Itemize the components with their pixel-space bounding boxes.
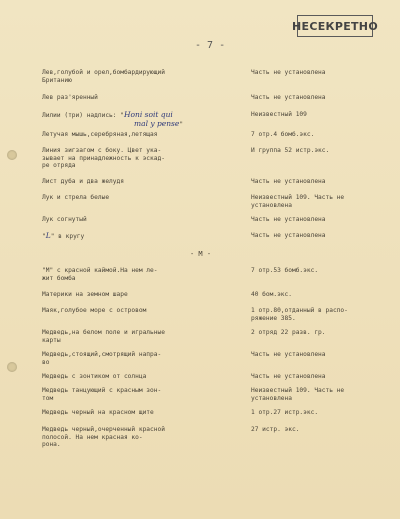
punch-hole <box>7 362 17 372</box>
section-letter: - М - <box>190 250 212 258</box>
page-number: - 7 - <box>195 40 226 51</box>
document-page: НЕСЕКРЕТНО - 7 - Лев,голубой и орел,бомбардирующий Британию Часть не установлена Лев раз'яренный Часть не установлена Лилии (три) надпись: "Honi soit qui mal y pense" Неизвестный 109 Летучая мышь,серебряная,летящая 7 отр.4 бомб.экс. Линия зигзагом с боку. Цвет ука- зывает на принадлежность к эскад- ре отряда И группа 52 истр.экс. Лист дуба и два желудя Часть не установлена Лук и стрела белые Неизвестный 109. Часть не установлена Лук согнутый Часть не установлена "L" в кругу Часть не установлена - М - "М" с красной каймой.На нем ле- жит бомба 7 отр.53 бомб.экс. Материки на земном шаре 40 бом.экс. Маяк,голубое море с островом 1 отр.80,отданный в распо- ряжение 385. Медведь,на белом поле и игральные карты 2 отряд 22 разв. гр. Медведь,стоящий,смотрящий напра- во Часть не установлена Медведь с зонтиком от солнца Часть не установлена Медведь танцующий с красным зон- том Неизвестный 109. Часть не установлена Медведь черный на красном щите 1 отр.27 истр.экс. Медведь черный,очерченный красной полосой. На нем красная ко- рона. 27 истр. экс. <box>0 0 400 519</box>
punch-hole <box>7 150 17 160</box>
handwritten-letter: L <box>45 231 51 240</box>
handwritten-motto: Honi soit qui <box>123 110 173 119</box>
classification-stamp: НЕСЕКРЕТНО <box>297 15 373 37</box>
